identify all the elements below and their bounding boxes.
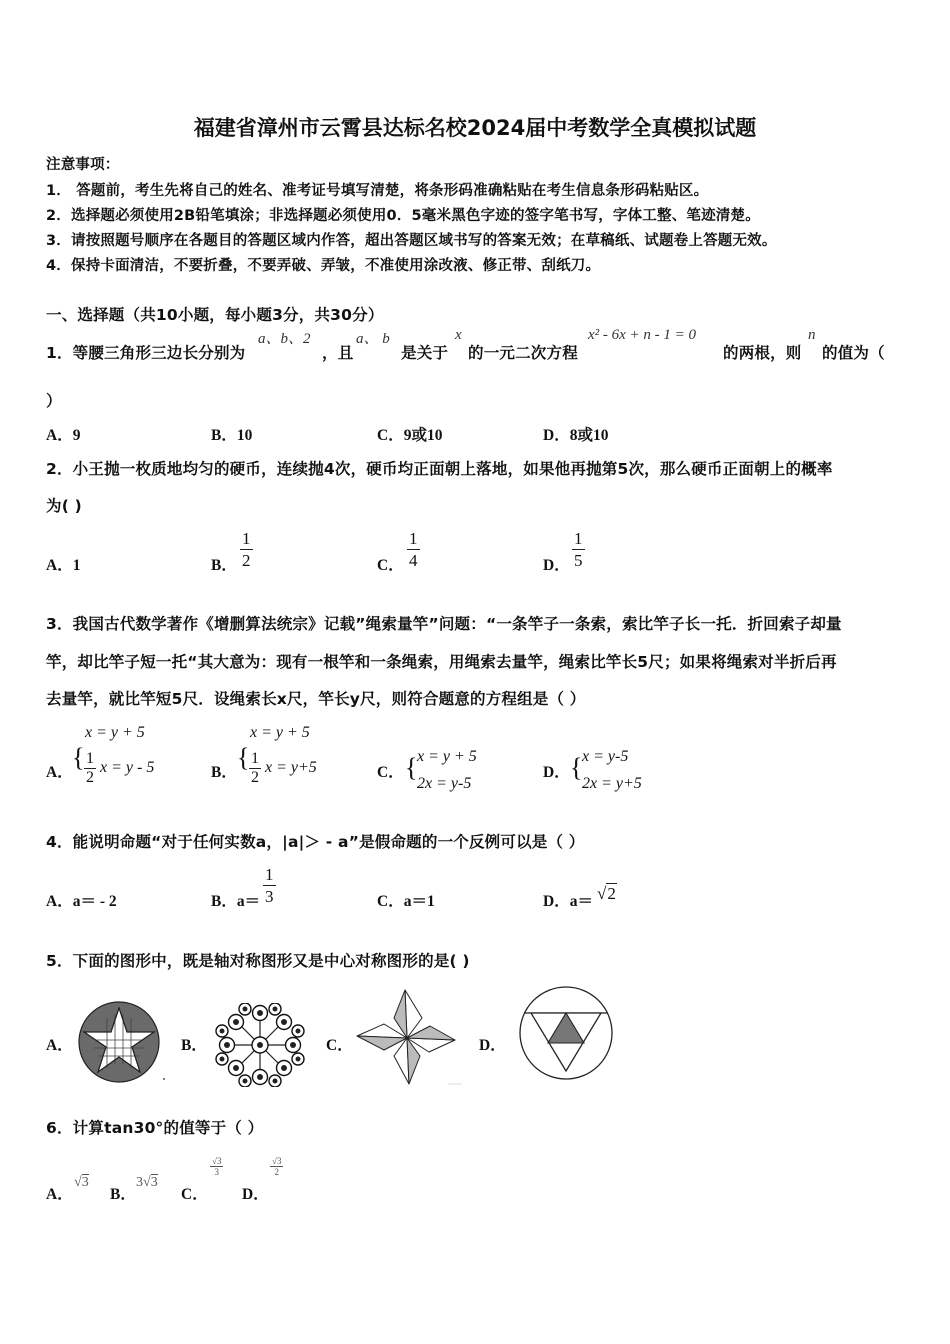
q2-stem: 2．小王抛一枚质地均匀的硬币，连续抛4次，硬币均正面朝上落地，如果他再抛第5次，那么硬币正面朝上的概率 [46, 460, 833, 478]
q2-option-c-fraction [407, 528, 420, 571]
fraction-numerator: 1 [251, 750, 259, 767]
brace: { [72, 743, 85, 772]
q3-option-c-label[interactable]: C． [377, 764, 404, 781]
q1-text: ） [46, 392, 62, 410]
fraction-denominator: 4 [409, 551, 418, 570]
q6-option-d-value [270, 1156, 283, 1177]
q4-stem: 4．能说明命题“对于任何实数a，|a|＞ - a”是假命题的一个反例可以是（ ） [46, 833, 585, 851]
q1-option-b[interactable]: B．10 [211, 427, 253, 444]
q6-option-b-value [136, 1175, 158, 1191]
brace: { [570, 753, 583, 782]
pinwheel-figure [352, 988, 464, 1088]
radicand: 3 [81, 1175, 89, 1190]
q6-option-c-value [210, 1156, 223, 1177]
q6-option-b-label[interactable]: B． [110, 1186, 136, 1203]
radical-icon: √ [597, 884, 607, 903]
q1-option-a[interactable]: A．9 [46, 427, 81, 444]
fraction-numerator: 1 [242, 529, 251, 548]
q3-option-c-eq2: 2x = y-5 [417, 775, 472, 792]
q1-math-var: x [455, 327, 462, 343]
notice-item: 2．选择题必须使用2B铅笔填涂；非选择题必须使用0．5毫米黑色字迹的签字笔书写，字体工整、笔迹清楚。 [46, 208, 760, 224]
radicand: 3 [216, 1156, 222, 1166]
q1-text: 1．等腰三角形三边长分别为 [46, 344, 246, 362]
q1-math-roots: a、 b [356, 331, 390, 347]
fraction-denominator: 3 [214, 1167, 219, 1177]
q3-option-d-eq2: 2x = y+5 [582, 775, 642, 792]
flower-pattern-figure [215, 1003, 305, 1087]
q2-option-b-fraction [240, 528, 253, 571]
radicand: 3 [150, 1175, 158, 1190]
q6-option-a-label[interactable]: A． [46, 1186, 73, 1203]
q1-text: 的值为（ [822, 344, 885, 362]
q3-option-a-eq1: x = y + 5 [85, 724, 145, 741]
fraction-denominator: 2 [86, 769, 94, 786]
q3-option-a-eq2 [84, 750, 154, 787]
fraction-numerator: 1 [409, 529, 418, 548]
notice-item: 3．请按照题号顺序在各题目的答题区域内作答，超出答题区域书写的答案无效；在草稿纸、试题卷上答题无效。 [46, 233, 777, 249]
q3-option-a-label[interactable]: A． [46, 764, 73, 781]
triangle-in-circle-figure [514, 983, 618, 1083]
q3-stem-cont: 去量竿，就比竿短5尺．设绳索长x尺，竿长y尺，则符合题意的方程组是（ ） [46, 690, 586, 708]
brace: { [405, 753, 418, 782]
notice-heading: 注意事项： [46, 157, 120, 173]
q2-stem-cont: 为( ) [46, 497, 82, 515]
q3-stem: 3．我国古代数学著作《增删算法统宗》记载”绳索量竿”问题：“一条竿子一条索，索比竿子长一托．折回索子却量 [46, 615, 842, 633]
q5-stem: 5．下面的图形中，既是轴对称图形又是中心对称图形的是( ) [46, 952, 470, 970]
notice-item: 1． 答题前，考生先将自己的姓名、准考证号填写清楚，将条形码准确粘贴在考生信息条形码粘贴区。 [46, 183, 709, 199]
section-heading: 一、选择题（共10小题，每小题3分，共30分） [46, 306, 384, 324]
q5-option-d-label[interactable]: D． [479, 1037, 506, 1054]
q1-option-c[interactable]: C．9或10 [377, 427, 443, 444]
q1-text: 的一元二次方程 [468, 344, 578, 362]
fraction-denominator: 3 [265, 887, 274, 906]
q4-option-b-label[interactable]: B．a＝ [211, 893, 261, 910]
q2-option-d-fraction [572, 528, 585, 571]
fraction-numerator: 1 [86, 750, 94, 767]
q6-option-d-label[interactable]: D． [242, 1186, 269, 1203]
q6-option-a-value [74, 1175, 89, 1191]
radicand: 3 [276, 1156, 282, 1166]
q5-option-c-label[interactable]: C． [326, 1037, 353, 1054]
notice-item: 4．保持卡面清洁，不要折叠，不要弄破、弄皱，不准使用涂改液、修正带、刮纸刀。 [46, 258, 601, 274]
coefficient: 3 [136, 1175, 143, 1190]
q3-option-d-eq1: x = y-5 [582, 748, 629, 765]
q4-option-c[interactable]: C．a＝1 [377, 893, 435, 910]
fraction-denominator: 2 [274, 1167, 279, 1177]
fraction-numerator: √3 [212, 1156, 222, 1166]
q1-stem [46, 341, 245, 363]
equation-text: x = y - 5 [100, 759, 155, 777]
q1-math-n: n [808, 327, 816, 343]
q2-option-b-label[interactable]: B． [211, 557, 237, 574]
fraction-denominator: 2 [251, 769, 259, 786]
q6-stem: 6．计算tan30°的值等于（ ） [46, 1119, 264, 1137]
q3-stem-cont: 竿，却比竿子短一托“其大意为：现有一根竿和一条绳索，用绳索去量竿，绳索比竿长5尺；如果将绳索对半折后再 [46, 653, 837, 671]
fraction-denominator: 2 [242, 551, 251, 570]
q5-option-b-label[interactable]: B． [181, 1037, 207, 1054]
q4-option-b-fraction [263, 864, 276, 907]
q1-math-sides: a、b、2 [258, 331, 311, 347]
radical-icon: √ [143, 1175, 151, 1190]
page-title: 福建省漳州市云霄县达标名校2024届中考数学全真模拟试题 [193, 116, 757, 140]
q4-option-d-label[interactable]: D．a＝ [543, 893, 593, 910]
q2-option-c-label[interactable]: C． [377, 557, 404, 574]
fraction-numerator: 1 [574, 529, 583, 548]
q2-option-d-label[interactable]: D． [543, 557, 570, 574]
q3-option-b-eq1: x = y + 5 [250, 724, 310, 741]
equation-text: x = y+5 [265, 759, 317, 777]
brace: { [237, 743, 250, 772]
fraction-numerator: 1 [265, 865, 274, 884]
radical-icon: √ [74, 1175, 82, 1190]
q3-option-b-eq2 [249, 750, 317, 787]
q1-text: 是关于 [401, 344, 449, 362]
q2-option-a[interactable]: A．1 [46, 557, 81, 574]
q1-text: ，且 [322, 344, 354, 362]
q1-math-equation: x² - 6x + n - 1 = 0 [588, 327, 697, 343]
fraction-denominator: 5 [574, 551, 583, 570]
q6-option-c-label[interactable]: C． [181, 1186, 208, 1203]
q1-text: 的两根，则 [723, 344, 802, 362]
q3-option-b-label[interactable]: B． [211, 764, 237, 781]
q3-option-c-eq1: x = y + 5 [417, 748, 477, 765]
radicand: 2 [607, 884, 616, 903]
q4-option-a[interactable]: A．a＝ - 2 [46, 893, 117, 910]
q1-option-d[interactable]: D．8或10 [543, 427, 609, 444]
q3-option-d-label[interactable]: D． [543, 764, 570, 781]
q4-option-d-sqrt [597, 884, 617, 904]
star-circle-figure [76, 1000, 170, 1086]
fraction-numerator: √3 [272, 1156, 282, 1166]
q5-option-a-label[interactable]: A． [46, 1037, 73, 1054]
